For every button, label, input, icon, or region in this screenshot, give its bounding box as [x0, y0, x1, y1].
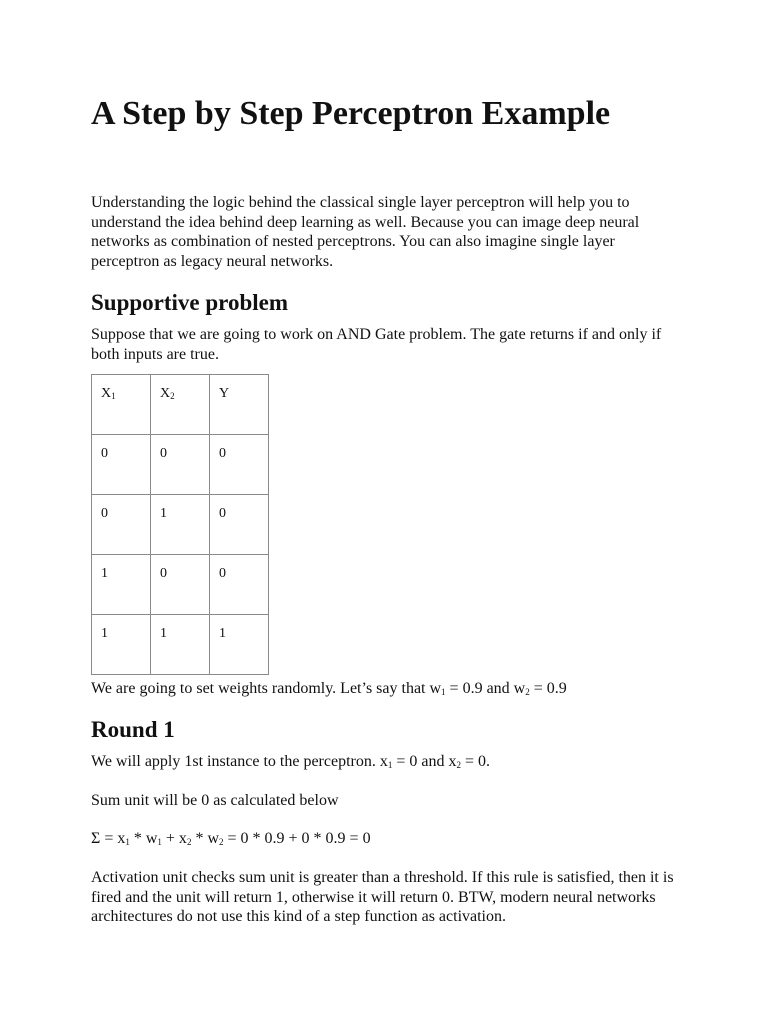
truth-table: [91, 374, 269, 675]
table-row: [92, 615, 269, 675]
table-cell: 0: [151, 555, 210, 615]
table-row: [92, 555, 269, 615]
sum-formula: $\Sigma = x_1 * w_1 + x_2 * w_2 = 0 * 0.9 + 0 * 0.9 = 0$: [91, 830, 371, 847]
instance-paragraph: We will apply 1st instance to the perceptron. $x_1 = 0$ and $x_2 = 0$.: [91, 753, 491, 770]
table-header-row: [92, 375, 269, 435]
table-header-cell: Y: [210, 375, 269, 435]
table-cell: 0: [210, 435, 269, 495]
table-row: [92, 435, 269, 495]
table-cell: 0: [92, 435, 151, 495]
page-title: A Step by Step Perceptron Example: [91, 95, 611, 132]
intro-paragraph: Understanding the logic behind the classical single layer perceptron will help you to understand the idea behind deep learning as well. Because you can image deep neural networks as combination of nested perceptrons. You can also imagine single layer perceptron as legacy neural networks.: [91, 194, 640, 270]
table-cell: 1: [151, 495, 210, 555]
table-row: [92, 495, 269, 555]
table-cell: 0: [210, 495, 269, 555]
table-cell: 0: [92, 495, 151, 555]
problem-paragraph: Suppose that we are going to work on AND Gate problem. The gate returns if and only if both inputs are true.: [91, 326, 662, 363]
section-heading-supportive-problem: Supportive problem: [91, 290, 289, 315]
table-cell: 1: [210, 615, 269, 675]
section-heading-round-1: Round 1: [91, 717, 175, 742]
table-cell: 0: [210, 555, 269, 615]
table-header-cell: $X_2$: [151, 375, 210, 435]
table-cell: 1: [151, 615, 210, 675]
table-header-cell: $X_1$: [92, 375, 151, 435]
table-cell: 1: [92, 615, 151, 675]
sum-paragraph: Sum unit will be 0 as calculated below: [91, 792, 339, 809]
activation-paragraph: Activation unit checks sum unit is greater than a threshold. If this rule is satisfied, then it is fired and the unit will return 1, otherwise it will return 0. BTW, modern neural networks architectures do not use this kind of a step function as activation.: [91, 869, 674, 925]
table-cell: 1: [92, 555, 151, 615]
table-cell: 0: [151, 435, 210, 495]
weights-paragraph: We are going to set weights randomly. Let’s say that $w_1 = 0.9$ and $w_2 = 0.9$: [91, 680, 567, 697]
